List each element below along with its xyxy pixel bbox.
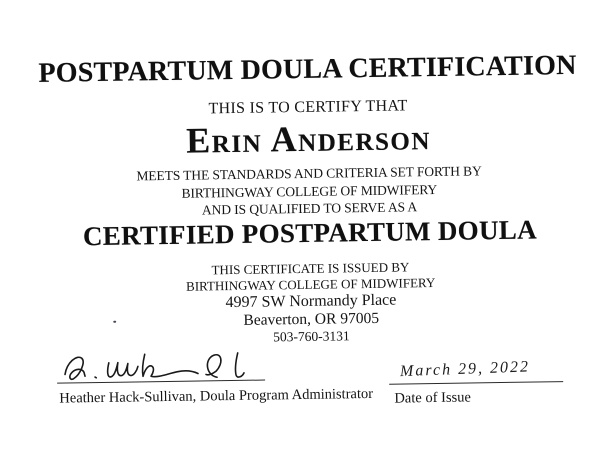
issued-by-line: THIS CERTIFICATE IS ISSUED BY xyxy=(211,259,410,278)
standards-statement-line-3: AND IS QUALIFIED TO SERVE AS A xyxy=(201,199,418,218)
scan-artifact-speck xyxy=(113,321,116,323)
issuer-name: BIRTHINGWAY COLLEGE OF MIDWIFERY xyxy=(185,274,436,294)
issuer-address-street: 4997 SW Normandy Place xyxy=(225,291,397,312)
standards-statement-line-2: BIRTHINGWAY COLLEGE OF MIDWIFERY xyxy=(181,181,438,201)
issuer-address-city: Beaverton, OR 97005 xyxy=(243,309,380,329)
date-line xyxy=(389,381,563,385)
signer-name-title: Heather Hack-Sullivan, Doula Program Administrator xyxy=(59,385,374,407)
issuer-phone: 503-760-3131 xyxy=(273,328,350,345)
certify-statement: THIS IS TO CERTIFY THAT xyxy=(208,97,408,118)
credential-title: CERTIFIED POSTPARTUM DOULA xyxy=(82,214,538,252)
handwritten-issue-date: March 29, 2022 xyxy=(399,358,531,381)
standards-statement-line-1: MEETS THE STANDARDS AND CRITERIA SET FORTH BY xyxy=(136,163,482,184)
certificate-title: POSTPARTUM DOULA CERTIFICATION xyxy=(38,49,577,89)
standards-statement xyxy=(19,161,600,222)
recipient-name: Erin Anderson xyxy=(185,117,432,161)
date-of-issue-label: Date of Issue xyxy=(394,389,472,407)
handwritten-signature-icon xyxy=(57,348,257,385)
